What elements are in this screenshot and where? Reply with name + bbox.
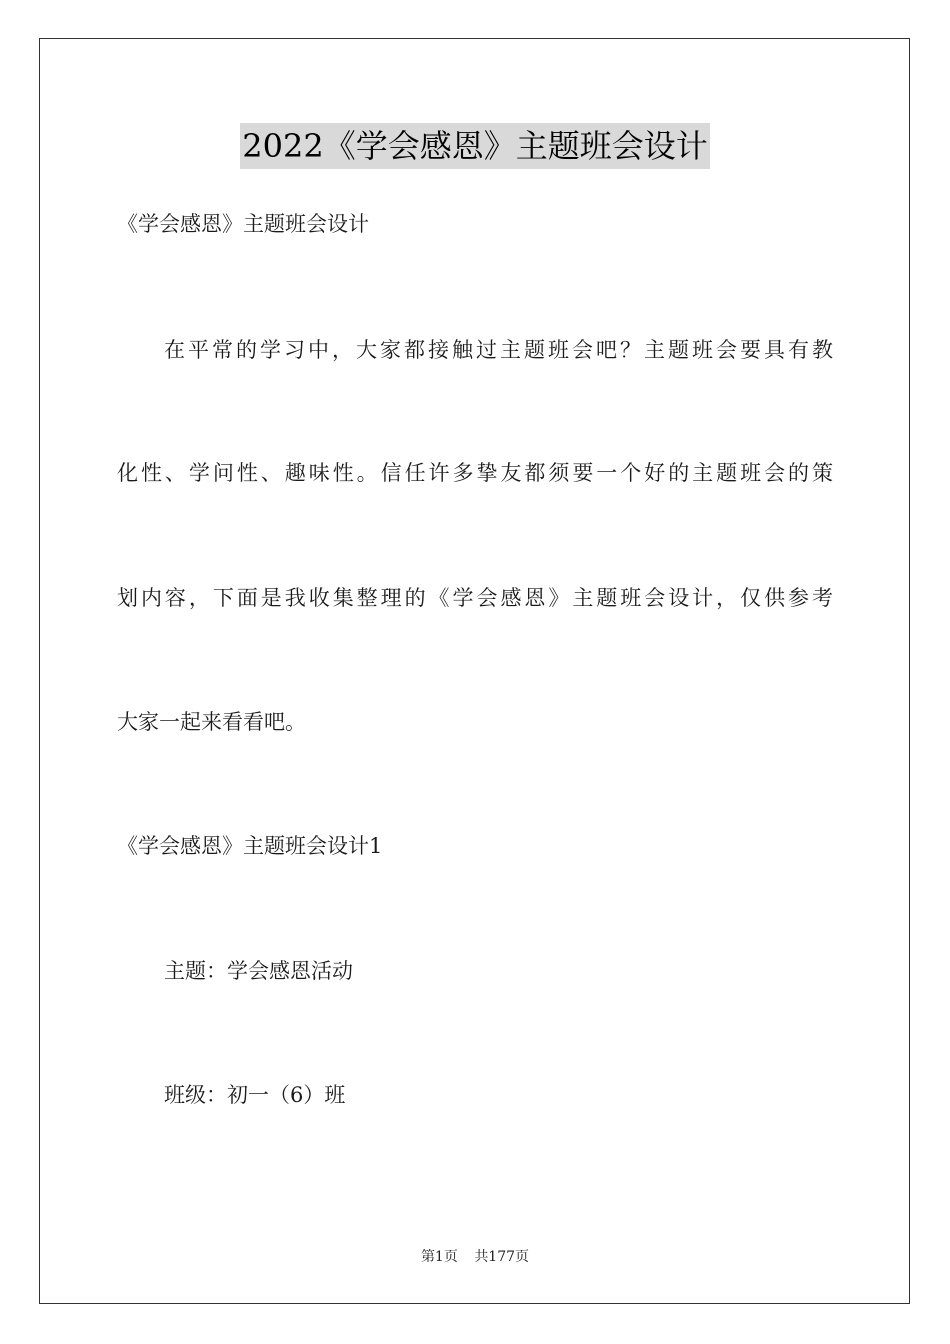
section-heading: 《学会感恩》主题班会设计1 (117, 834, 383, 858)
title-container (0, 123, 950, 169)
intro-line-3: 划内容，下面是我收集整理的《学会感恩》主题班会设计，仅供参考 (117, 586, 833, 610)
page-footer (0, 1247, 950, 1267)
class-line: 班级：初一（6）班 (164, 1083, 346, 1107)
page-number: 第1页 (420, 1249, 458, 1265)
intro-line-4: 大家一起来看看吧。 (117, 710, 306, 734)
intro-line-1: 在平常的学习中，大家都接触过主题班会吧？主题班会要具有教 (164, 338, 833, 362)
document-subtitle: 《学会感恩》主题班会设计 (117, 212, 369, 236)
intro-line-2: 化性、学问性、趣味性。信任许多挚友都须要一个好的主题班会的策 (117, 461, 833, 485)
page-total: 共177页 (474, 1249, 530, 1265)
document-title: 2022《学会感恩》主题班会设计 (240, 123, 709, 169)
topic-line: 主题：学会感恩活动 (164, 959, 353, 983)
